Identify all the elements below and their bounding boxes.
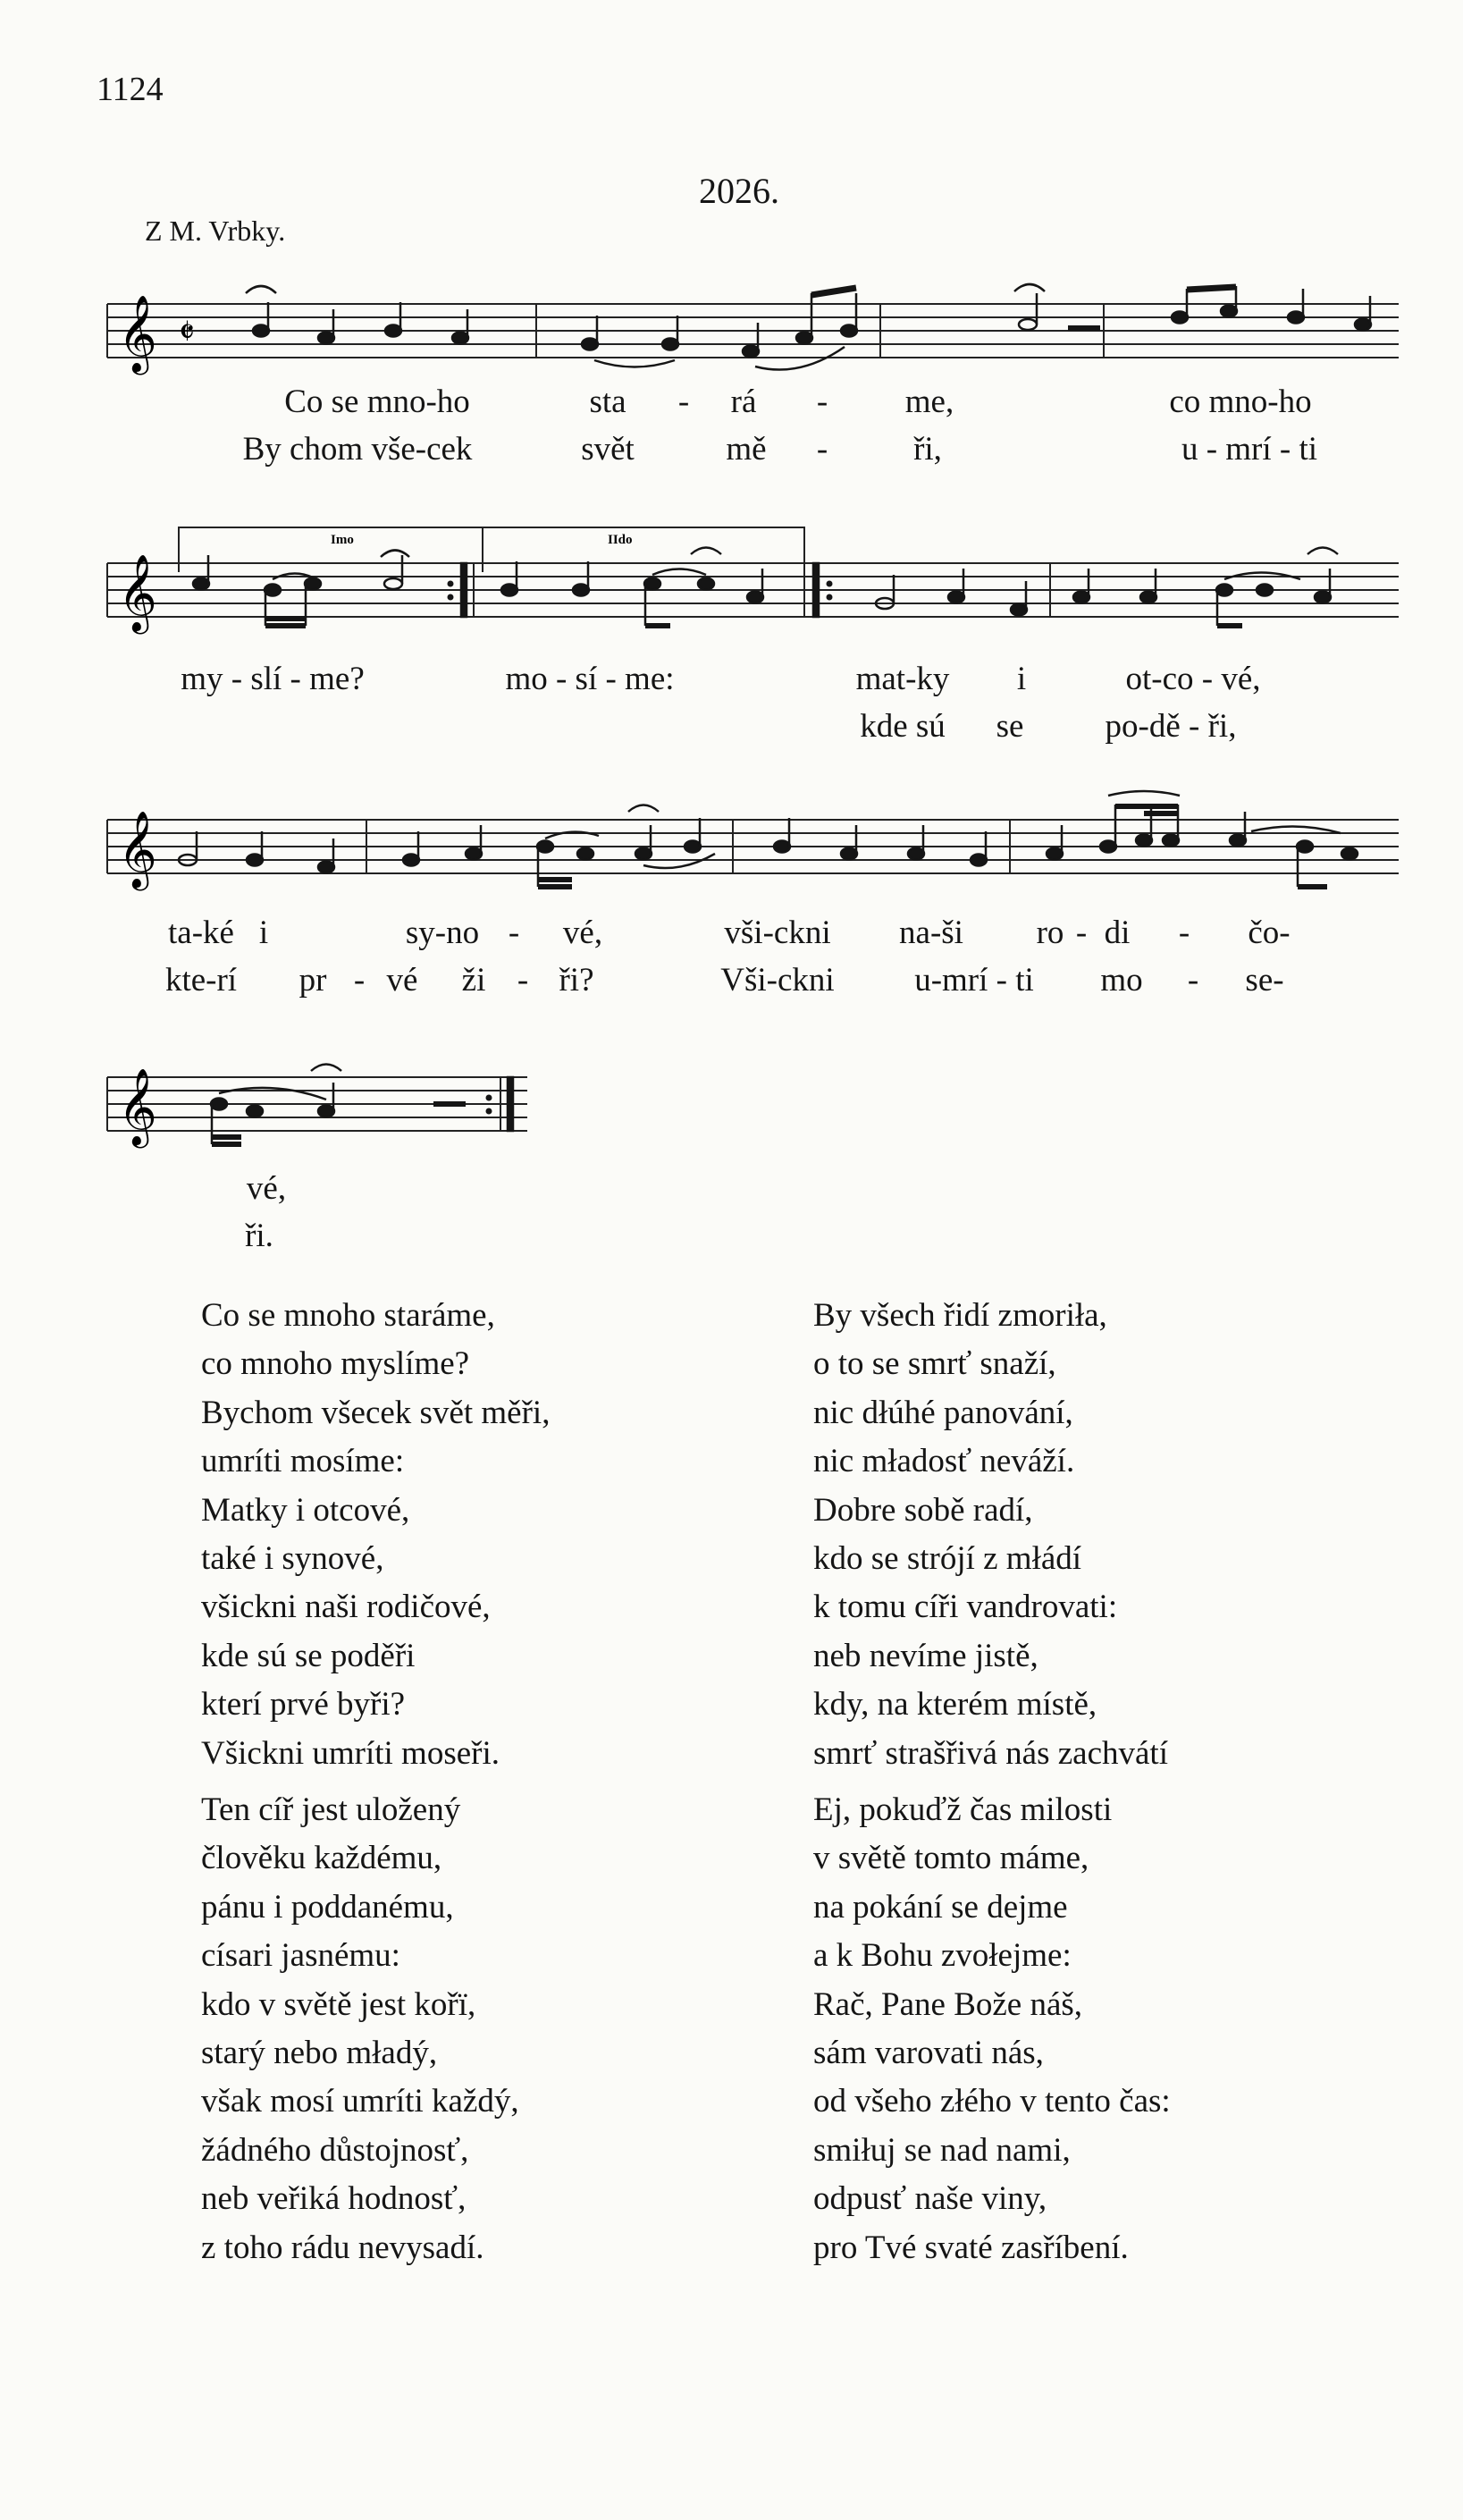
stanza-line: však mosí umríti každý, xyxy=(201,2083,519,2120)
lyric-syllable: i xyxy=(1016,661,1027,697)
lyric-syllable: na-ši xyxy=(899,914,963,951)
stanza-line: Všickni umríti moseři. xyxy=(201,1734,500,1772)
lyric-syllable: mě xyxy=(726,431,767,468)
stanza-line: od všeho złého v tento čas: xyxy=(813,2083,1171,2120)
lyric-syllable: u-mrí - ti xyxy=(914,962,1034,999)
lyric-syllable: pr xyxy=(298,962,327,999)
lyric-syllable: rá xyxy=(730,383,757,420)
stanza-line: Bychom všecek svět měři, xyxy=(201,1394,551,1431)
stanza-line: žádného důstojnosť, xyxy=(201,2131,469,2169)
lyric-syllable: se- xyxy=(1245,962,1284,999)
stanza-line: odpusť naše viny, xyxy=(813,2180,1047,2218)
stanza-line: Ten cíř jest uložený xyxy=(201,1791,461,1828)
stanza-line: Co se mnoho staráme, xyxy=(201,1297,495,1334)
page-number: 1124 xyxy=(97,71,164,108)
lyric-syllable: me, xyxy=(904,383,954,420)
stanza-line: císari jasnému: xyxy=(201,1937,400,1975)
stanza-line: Dobre sobě radí, xyxy=(813,1491,1033,1529)
lyric-syllable: - xyxy=(1187,962,1199,999)
volta-label-first: Imo xyxy=(331,533,354,547)
stanza-line: pánu i poddanému, xyxy=(201,1888,454,1926)
stanza-line: By všech řidí zmoriła, xyxy=(813,1297,1107,1334)
music-staff-4 xyxy=(98,1044,635,1169)
lyric-syllable: - xyxy=(508,914,520,951)
stanza-line: sám varovati nás, xyxy=(813,2034,1044,2071)
stanza-3 xyxy=(201,1786,519,2272)
music-staff-1 xyxy=(98,284,1439,383)
lyric-syllable: sy-no xyxy=(405,914,480,951)
lyric-syllable: ži xyxy=(461,962,486,999)
lyric-syllable: ři? xyxy=(559,962,594,999)
stanza-line: smiłuj se nad nami, xyxy=(813,2131,1071,2169)
lyric-syllable: - xyxy=(816,431,828,468)
treble-clef-icon: 𝄞 xyxy=(118,1068,157,1145)
lyric-syllable: mo - sí - me: xyxy=(505,661,675,697)
stanza-line: člověku každému, xyxy=(201,1840,442,1877)
music-staff-3 xyxy=(98,787,1439,903)
stanza-line: také i synové, xyxy=(201,1539,384,1577)
lyric-syllable: di xyxy=(1104,914,1131,951)
lyric-syllable: By chom vše-cek xyxy=(242,431,473,468)
stanza-line: starý nebo mładý, xyxy=(201,2034,438,2071)
common-time-icon: 𝄵 xyxy=(179,312,195,353)
song-number: 2026. xyxy=(699,171,779,211)
stanza-line: kdo se strójí z młádí xyxy=(813,1539,1082,1577)
stanza-line: v světě tomto máme, xyxy=(813,1840,1089,1877)
lyric-syllable: ta-ké xyxy=(168,914,234,951)
lyric-syllable: - xyxy=(677,383,690,420)
stanza-line: a k Bohu zvołejme: xyxy=(813,1937,1072,1975)
stanza-line: umríti mosíme: xyxy=(201,1443,405,1480)
stanza-line: co mnoho myslíme? xyxy=(201,1345,470,1383)
lyric-syllable: kde sú xyxy=(860,708,946,745)
stanza-line: pro Tvé svaté zasříbení. xyxy=(813,2229,1129,2266)
lyric-syllable: my - slí - me? xyxy=(181,661,365,697)
lyric-syllable: i xyxy=(258,914,269,951)
stanza-line: neb nevíme jistě, xyxy=(813,1637,1038,1674)
stanza-line: nic dłúhé panování, xyxy=(813,1394,1073,1431)
volta-label-second: IIdo xyxy=(608,533,633,547)
stanza-line: o to se smrť snaží, xyxy=(813,1345,1056,1383)
lyric-syllable: ři, xyxy=(913,431,942,468)
treble-clef-icon: 𝄞 xyxy=(118,554,157,631)
lyric-syllable: vši-ckni xyxy=(724,914,831,951)
stanza-line: Matky i otcové, xyxy=(201,1491,410,1529)
lyric-syllable: - xyxy=(1075,914,1088,951)
lyric-syllable: vé, xyxy=(562,914,603,951)
lyric-syllable: Co se mno-ho xyxy=(284,383,470,420)
stanza-line: Ej, pokuďž čas milosti xyxy=(813,1791,1113,1828)
music-staff-2 xyxy=(98,517,1439,642)
stanza-line: z toho rádu nevysadí. xyxy=(201,2229,484,2266)
lyric-syllable: - xyxy=(353,962,366,999)
stanza-2 xyxy=(813,1292,1168,1778)
lyric-syllable: mo xyxy=(1100,962,1143,999)
lyric-syllable: kte-rí xyxy=(164,962,238,999)
stanza-line: na pokání se dejme xyxy=(813,1888,1068,1926)
stanza-line: kterí prvé byři? xyxy=(201,1686,406,1724)
lyric-syllable: ot-co - vé, xyxy=(1125,661,1261,697)
source-attribution: Z M. Vrbky. xyxy=(145,215,286,247)
lyric-syllable: sta xyxy=(589,383,626,420)
stanza-line: všickni naši rodičové, xyxy=(201,1589,491,1626)
stanza-line: kde sú se poděři xyxy=(201,1637,416,1674)
lyric-syllable: ři. xyxy=(245,1218,273,1254)
stanza-line: smrť strašřivá nás zachvátí xyxy=(813,1734,1168,1772)
lyric-syllable: se xyxy=(996,708,1024,745)
lyric-syllable: mat-ky xyxy=(855,661,950,697)
lyric-syllable: ro xyxy=(1036,914,1064,951)
stanza-line: nic mładosť neváží. xyxy=(813,1443,1075,1480)
stanza-4 xyxy=(813,1786,1171,2272)
lyric-syllable: - xyxy=(517,962,529,999)
lyric-syllable: - xyxy=(816,383,828,420)
stanza-line: kdy, na kterém místě, xyxy=(813,1686,1097,1724)
lyric-syllable: vé, xyxy=(246,1170,287,1207)
lyric-syllable: čo- xyxy=(1248,914,1291,951)
lyric-syllable: vé xyxy=(386,962,418,999)
treble-clef-icon: 𝄞 xyxy=(118,295,157,372)
lyric-syllable: u - mrí - ti xyxy=(1181,431,1318,468)
lyric-syllable: svět xyxy=(581,431,635,468)
lyric-syllable: - xyxy=(1178,914,1190,951)
stanza-line: k tomu cíři vandrovati: xyxy=(813,1589,1118,1626)
lyric-syllable: Vši-ckni xyxy=(720,962,835,999)
stanza-line: kdo v světě jest kořï, xyxy=(201,1985,476,2023)
stanza-1 xyxy=(201,1292,550,1778)
treble-clef-icon: 𝄞 xyxy=(118,811,157,888)
lyric-syllable: po-dě - ři, xyxy=(1105,708,1237,745)
lyric-syllable: co mno-ho xyxy=(1169,383,1312,420)
stanza-line: neb veřiká hodnosť, xyxy=(201,2180,467,2218)
stanza-line: Rač, Pane Bože náš, xyxy=(813,1985,1083,2023)
